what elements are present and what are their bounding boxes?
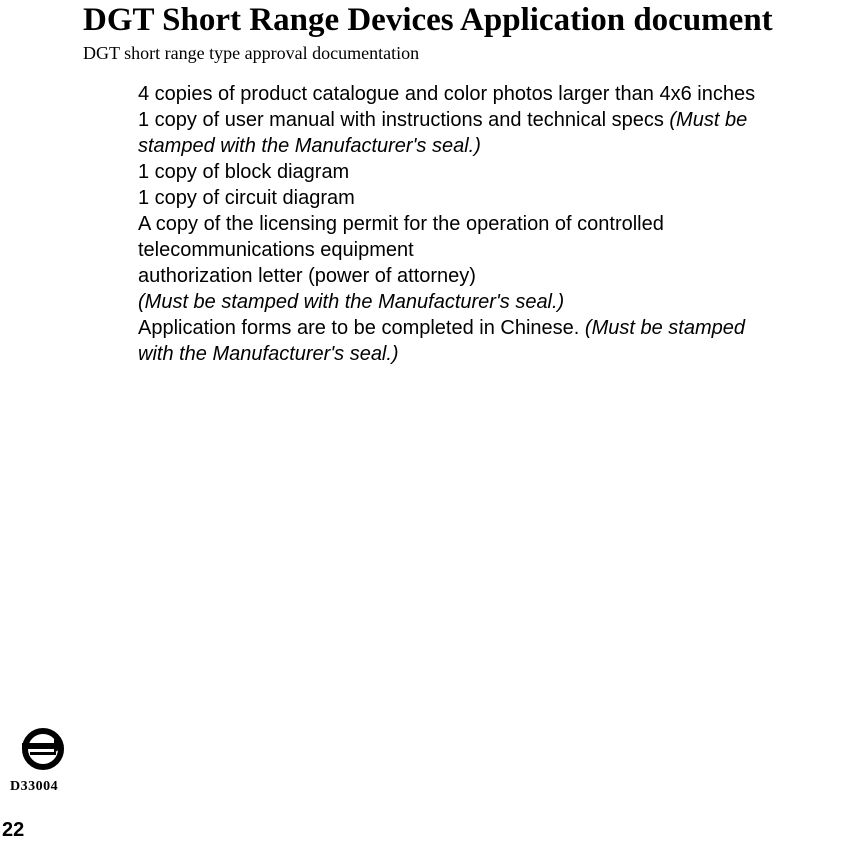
page-number: 22	[2, 819, 25, 841]
seal-note: stamped with the Manufacturer's seal.)	[138, 135, 481, 157]
requirement-text: 1 copy of user manual with instructions and technical specs	[138, 109, 670, 131]
requirement-line	[138, 107, 846, 133]
requirement-line	[138, 315, 846, 341]
document-subtitle: DGT short range type approval documentation	[83, 43, 420, 63]
certification-code: D33004	[10, 779, 59, 794]
requirements-list	[138, 81, 846, 367]
seal-note: (Must be	[669, 109, 748, 131]
seal-note-line	[138, 289, 846, 315]
certification-mark-icon	[20, 726, 66, 772]
requirement-text: Application forms are to be completed in Chinese.	[138, 317, 585, 339]
requirement-line: A copy of the licensing permit for the operation of controlled	[138, 213, 664, 235]
seal-note: with the Manufacturer's seal.)	[138, 343, 399, 365]
requirement-line: telecommunications equipment	[138, 239, 414, 261]
requirement-line: 4 copies of product catalogue and color photos larger than 4x6 inches	[138, 83, 756, 105]
document-title: DGT Short Range Devices Application document	[83, 2, 773, 38]
requirement-line: authorization letter (power of attorney)	[138, 265, 476, 287]
seal-note: (Must be stamped	[584, 317, 745, 339]
seal-note-line	[138, 133, 846, 159]
seal-note-line	[138, 341, 846, 367]
requirement-line: 1 copy of circuit diagram	[138, 187, 355, 209]
requirement-line: 1 copy of block diagram	[138, 161, 350, 183]
seal-note: (Must be stamped with the Manufacturer's seal.)	[138, 291, 565, 313]
